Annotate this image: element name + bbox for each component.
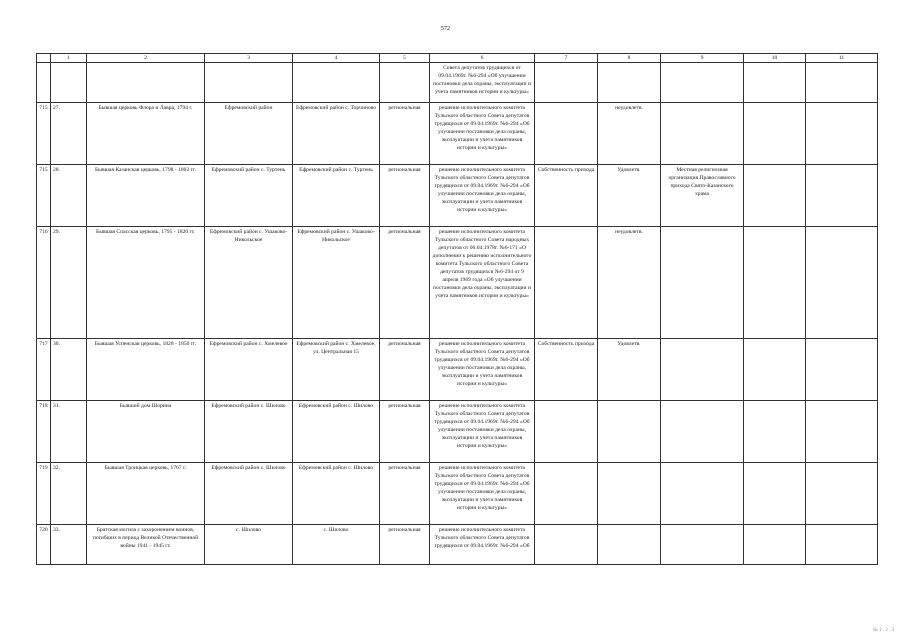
col-11-cell — [806, 463, 878, 525]
condition-cell — [598, 463, 661, 525]
location-cell: Ефремовский район с. Ушаково-Никольское — [293, 227, 380, 339]
decision-cell: решение исполнительного комитета Тульского областного Совета депутатов трудящихся от 09.04.1969г. №6-294 «Об улучшении постановки дела охраны, эксплуатации и учета памятников истории и культуры» — [430, 165, 535, 227]
row-number-cell: 718 — [37, 401, 51, 463]
ownership-cell — [535, 401, 598, 463]
condition-cell — [598, 63, 661, 103]
column-header-8: 8 — [598, 54, 661, 63]
item-number-cell: 30. — [51, 339, 87, 401]
monument-name-cell: Бывший дом Шорина — [87, 401, 205, 463]
decision-cell: решение исполнительного комитета Тульского областного Совета депутатов трудящихся от 09.04.1969г. №6-294 «Об улучшении постановки дела охраны, эксплуатации и учета памятников истории и культуры» — [430, 339, 535, 401]
row-number-cell: 715 — [37, 103, 51, 165]
location-cell: Ефремовский район с. Шилово — [293, 463, 380, 525]
item-number-cell: 27. — [51, 103, 87, 165]
table-row — [37, 525, 878, 565]
item-number-cell: 32. — [51, 463, 87, 525]
row-number-cell — [37, 63, 51, 103]
col-10-cell — [744, 339, 806, 401]
condition-cell — [598, 525, 661, 565]
item-number-cell: 29. — [51, 227, 87, 339]
monument-name-cell: Бывшая Успенская церковь, 1828 - 1850 гг. — [87, 339, 205, 401]
row-number-cell: 715 — [37, 165, 51, 227]
column-header-5: 5 — [380, 54, 430, 63]
monuments-table — [36, 53, 878, 565]
monument-name-cell: Братская могила с захоронением воинов, погибших в период Великой Отечественной войны 1941 - 1945 гг. — [87, 525, 205, 565]
ownership-cell — [535, 103, 598, 165]
row-number-cell: 717 — [37, 339, 51, 401]
table-row — [37, 463, 878, 525]
decision-cell: Совета депутатов трудящихся от 09.04.1969г. №6-294 «Об улучшении постановки дела охраны, эксплуатации и учета памятников истории и культуры» — [430, 63, 535, 103]
ownership-cell — [535, 525, 598, 565]
condition-cell: неудовлетв. — [598, 103, 661, 165]
table-row — [37, 103, 878, 165]
monument-name-cell: Бывшая Казанская церковь, 1798 - 1802 гг. — [87, 165, 205, 227]
category-cell: региональная — [380, 227, 430, 339]
column-header-1: 1 — [51, 54, 87, 63]
category-cell: региональная — [380, 463, 430, 525]
ownership-cell — [535, 227, 598, 339]
monument-name-cell — [87, 63, 205, 103]
col-11-cell — [806, 339, 878, 401]
item-number-cell: 33. — [51, 525, 87, 565]
item-number-cell — [51, 63, 87, 103]
district-cell — [205, 63, 293, 103]
column-header-10: 10 — [744, 54, 806, 63]
column-header-4: 4 — [293, 54, 380, 63]
location-cell: Ефремовский район с. Туртень — [293, 165, 380, 227]
page-number: 572 — [441, 26, 450, 32]
category-cell: региональная — [380, 525, 430, 565]
location-cell: Ефремовский район с. Торчиново — [293, 103, 380, 165]
monument-name-cell: Бывшая церковь Флора и Лавра, 1794 г. — [87, 103, 205, 165]
col-11-cell — [806, 525, 878, 565]
col-11-cell — [806, 227, 878, 339]
column-header-row — [37, 54, 878, 63]
user-organization-cell — [661, 103, 744, 165]
column-header-11: 11 — [806, 54, 878, 63]
row-number-cell: 720 — [37, 525, 51, 565]
item-number-cell: 31. — [51, 401, 87, 463]
col-10-cell — [744, 401, 806, 463]
decision-cell: решение исполнительного комитета Тульского областного Совета народных депутатов от 06.04.1978г. №6-171 «О дополнении к решению исполнительного комитета Тульского областного Совета депутатов трудящихся №6-294 от 9 апреля 1969 года «Об улучшении постановки дела охраны, эксплуатации и учета памятников истории и культуры» — [430, 227, 535, 339]
category-cell: региональная — [380, 103, 430, 165]
decision-cell: решение исполнительного комитета Тульского областного Совета депутатов трудящихся от 09.04.1969г. №6-294 «Об улучшении постановки дела охраны, эксплуатации и учета памятников истории и культуры» — [430, 401, 535, 463]
col-11-cell — [806, 165, 878, 227]
district-cell: с. Шилово — [205, 525, 293, 565]
col-11-cell — [806, 103, 878, 165]
col-10-cell — [744, 227, 806, 339]
district-cell: Ефремовский район с. Хмелевое — [205, 339, 293, 401]
user-organization-cell — [661, 401, 744, 463]
category-cell — [380, 63, 430, 103]
column-header-7: 7 — [535, 54, 598, 63]
user-organization-cell — [661, 63, 744, 103]
district-cell: Ефремовский район с. Ушаково-Никольское — [205, 227, 293, 339]
condition-cell — [598, 401, 661, 463]
col-10-cell — [744, 103, 806, 165]
location-cell: Ефремовский район с. Хмелевое, ул. Центральная 15 — [293, 339, 380, 401]
row-number-cell: 716 — [37, 227, 51, 339]
monument-name-cell: Бывшая Троицкая церковь, 1767 г. — [87, 463, 205, 525]
condition-cell: неудовлетв. — [598, 227, 661, 339]
location-cell: с. Шилово — [293, 525, 380, 565]
column-header-6: 6 — [430, 54, 535, 63]
column-header-9: 9 — [661, 54, 744, 63]
user-organization-cell — [661, 339, 744, 401]
ownership-cell: Собственность прихода — [535, 339, 598, 401]
district-cell: Ефремовский район с. Туртень — [205, 165, 293, 227]
category-cell: региональная — [380, 339, 430, 401]
table-row — [37, 227, 878, 339]
col-11-cell — [806, 401, 878, 463]
column-header-2: 2 — [87, 54, 205, 63]
condition-cell: Удовлетв. — [598, 339, 661, 401]
col-10-cell — [744, 63, 806, 103]
ownership-cell — [535, 63, 598, 103]
table-row — [37, 165, 878, 227]
table-row — [37, 401, 878, 463]
district-cell: Ефремовский район — [205, 103, 293, 165]
condition-cell: Удовлетв. — [598, 165, 661, 227]
district-cell: Ефремовский район с. Шилово — [205, 401, 293, 463]
category-cell: региональная — [380, 401, 430, 463]
col-10-cell — [744, 525, 806, 565]
user-organization-cell — [661, 463, 744, 525]
row-number-cell: 719 — [37, 463, 51, 525]
user-organization-cell — [661, 525, 744, 565]
col-10-cell — [744, 165, 806, 227]
category-cell: региональная — [380, 165, 430, 227]
corner-mark: № 1 . 2 . 3 — [873, 628, 895, 633]
user-organization-cell — [661, 227, 744, 339]
ownership-cell: Собственность прихода — [535, 165, 598, 227]
header-cell-blank — [37, 54, 51, 63]
column-header-3: 3 — [205, 54, 293, 63]
user-organization-cell: Местная религиозная организация Православного прихода Свято-Казанского храма — [661, 165, 744, 227]
district-cell: Ефремовский район с. Шилово — [205, 463, 293, 525]
decision-cell: решение исполнительного комитета Тульского областного Совета депутатов трудящихся от 09.04.1969г. №6-294 «Об улучшении постановки дела охраны, эксплуатации и учета памятников истории и культуры» — [430, 463, 535, 525]
location-cell — [293, 63, 380, 103]
decision-cell: решение исполнительного комитета Тульского областного Совета депутатов трудящихся от 09.04.1969г. №6-294 «Об улучшении постановки дела охраны, эксплуатации и учета памятников истории и культуры» — [430, 103, 535, 165]
location-cell: Ефремовский район с. Шилово — [293, 401, 380, 463]
item-number-cell: 28. — [51, 165, 87, 227]
col-11-cell — [806, 63, 878, 103]
monument-name-cell: Бывшая Спасская церковь, 1795 - 1820 гг. — [87, 227, 205, 339]
decision-cell: решение исполнительного комитета Тульского областного Совета депутатов трудящихся от 09.04.1969г. №6-294 «Об — [430, 525, 535, 565]
table-row — [37, 63, 878, 103]
ownership-cell — [535, 463, 598, 525]
table-row — [37, 339, 878, 401]
col-10-cell — [744, 463, 806, 525]
